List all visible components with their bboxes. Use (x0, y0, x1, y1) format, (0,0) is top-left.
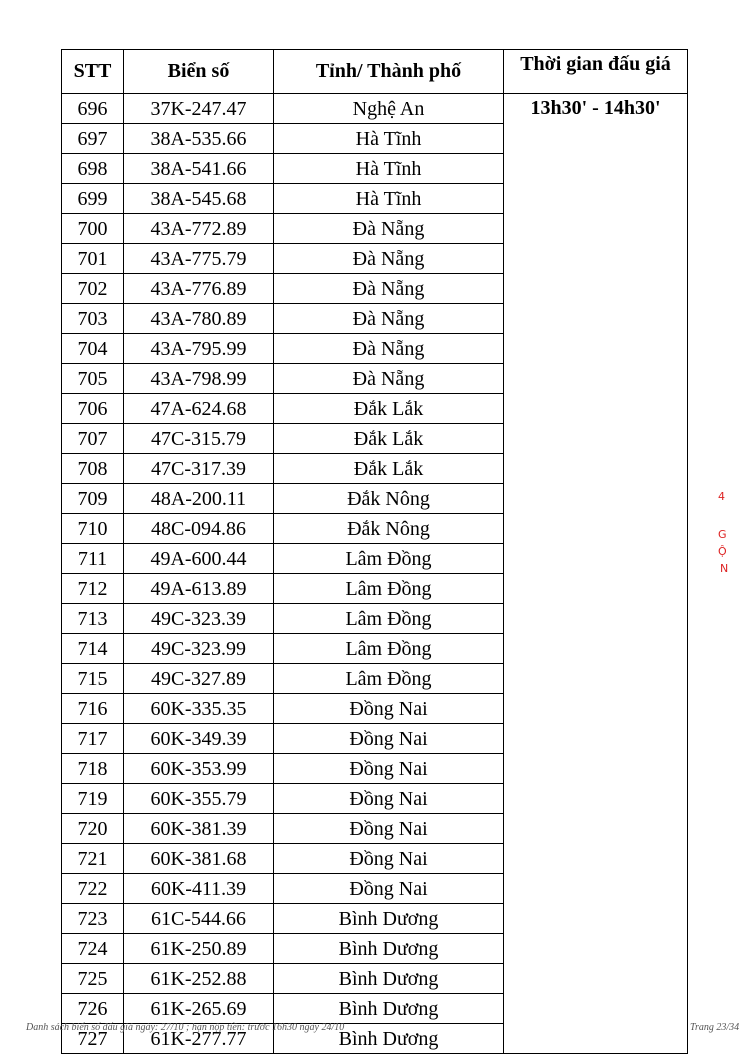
row-plate: 60K-353.99 (124, 754, 274, 784)
row-stt: 697 (62, 124, 124, 154)
row-province: Hà Tĩnh (274, 154, 504, 184)
row-plate: 61K-250.89 (124, 934, 274, 964)
row-province: Đắk Nông (274, 484, 504, 514)
license-plate-table (61, 49, 688, 1054)
row-province: Lâm Đồng (274, 544, 504, 574)
row-province: Đồng Nai (274, 844, 504, 874)
row-province: Đà Nẵng (274, 364, 504, 394)
row-stt: 702 (62, 274, 124, 304)
header-auction-time: Thời gian đấu giá (504, 50, 688, 94)
row-stt: 718 (62, 754, 124, 784)
row-plate: 60K-355.79 (124, 784, 274, 814)
row-stt: 726 (62, 994, 124, 1024)
row-province: Đồng Nai (274, 874, 504, 904)
row-stt: 727 (62, 1024, 124, 1054)
row-province: Bình Dương (274, 994, 504, 1024)
row-province: Đắk Lắk (274, 394, 504, 424)
table-row (62, 94, 688, 124)
row-stt: 719 (62, 784, 124, 814)
footer-note: Danh sách biển số đấu giá ngày: 27/10 ; hạn nộp tiền: trước 16h30 ngày 24/10 (26, 1022, 345, 1033)
row-plate: 43A-772.89 (124, 214, 274, 244)
row-stt: 714 (62, 634, 124, 664)
row-plate: 48C-094.86 (124, 514, 274, 544)
stamp-mark: N (720, 562, 729, 575)
row-plate: 43A-795.99 (124, 334, 274, 364)
stamp-mark: 4 (718, 490, 725, 503)
row-plate: 43A-780.89 (124, 304, 274, 334)
row-stt: 698 (62, 154, 124, 184)
row-province: Đà Nẵng (274, 334, 504, 364)
row-province: Đà Nẵng (274, 244, 504, 274)
row-plate: 47A-624.68 (124, 394, 274, 424)
row-plate: 61K-277.77 (124, 1024, 274, 1054)
row-province: Đồng Nai (274, 784, 504, 814)
row-province: Bình Dương (274, 964, 504, 994)
row-province: Đồng Nai (274, 694, 504, 724)
row-plate: 60K-349.39 (124, 724, 274, 754)
row-stt: 713 (62, 604, 124, 634)
row-stt: 710 (62, 514, 124, 544)
row-province: Đắk Nông (274, 514, 504, 544)
row-stt: 716 (62, 694, 124, 724)
row-plate: 37K-247.47 (124, 94, 274, 124)
row-province: Bình Dương (274, 1024, 504, 1054)
row-plate: 43A-775.79 (124, 244, 274, 274)
table-body (62, 94, 688, 1054)
row-plate: 38A-541.66 (124, 154, 274, 184)
row-plate: 47C-317.39 (124, 454, 274, 484)
row-province: Bình Dương (274, 904, 504, 934)
row-plate: 49C-323.99 (124, 634, 274, 664)
row-plate: 38A-545.68 (124, 184, 274, 214)
row-stt: 725 (62, 964, 124, 994)
row-stt: 717 (62, 724, 124, 754)
row-plate: 61K-252.88 (124, 964, 274, 994)
row-stt: 711 (62, 544, 124, 574)
row-province: Nghệ An (274, 94, 504, 124)
row-stt: 704 (62, 334, 124, 364)
row-plate: 43A-798.99 (124, 364, 274, 394)
row-stt: 706 (62, 394, 124, 424)
row-plate: 60K-381.68 (124, 844, 274, 874)
row-stt: 722 (62, 874, 124, 904)
row-province: Đà Nẵng (274, 304, 504, 334)
row-province: Đồng Nai (274, 754, 504, 784)
header-stt: STT (62, 50, 124, 94)
row-province: Lâm Đồng (274, 664, 504, 694)
row-stt: 707 (62, 424, 124, 454)
row-plate: 60K-411.39 (124, 874, 274, 904)
row-plate: 60K-335.35 (124, 694, 274, 724)
row-province: Đắk Lắk (274, 424, 504, 454)
page-number: Trang 23/34 (690, 1022, 739, 1033)
auction-time-value: 13h30' - 14h30' (530, 97, 661, 119)
header-plate: Biển số (124, 50, 274, 94)
auction-time-cell (504, 94, 688, 1054)
row-stt: 696 (62, 94, 124, 124)
row-stt: 709 (62, 484, 124, 514)
row-plate: 61K-265.69 (124, 994, 274, 1024)
row-province: Lâm Đồng (274, 604, 504, 634)
row-stt: 701 (62, 244, 124, 274)
row-province: Đồng Nai (274, 814, 504, 844)
row-plate: 49C-327.89 (124, 664, 274, 694)
stamp-mark: G (718, 528, 727, 541)
row-plate: 60K-381.39 (124, 814, 274, 844)
row-stt: 700 (62, 214, 124, 244)
row-plate: 43A-776.89 (124, 274, 274, 304)
row-province: Hà Tĩnh (274, 184, 504, 214)
row-province: Hà Tĩnh (274, 124, 504, 154)
row-province: Đắk Lắk (274, 454, 504, 484)
row-plate: 61C-544.66 (124, 904, 274, 934)
row-stt: 720 (62, 814, 124, 844)
row-stt: 723 (62, 904, 124, 934)
row-stt: 715 (62, 664, 124, 694)
row-plate: 48A-200.11 (124, 484, 274, 514)
row-stt: 699 (62, 184, 124, 214)
row-stt: 708 (62, 454, 124, 484)
row-stt: 724 (62, 934, 124, 964)
row-stt: 705 (62, 364, 124, 394)
row-plate: 47C-315.79 (124, 424, 274, 454)
row-stt: 721 (62, 844, 124, 874)
row-province: Bình Dương (274, 934, 504, 964)
header-province: Tỉnh/ Thành phố (274, 50, 504, 94)
row-province: Đồng Nai (274, 724, 504, 754)
stamp-mark: Ộ (718, 545, 727, 558)
row-plate: 49C-323.39 (124, 604, 274, 634)
row-province: Đà Nẵng (274, 274, 504, 304)
row-plate: 49A-613.89 (124, 574, 274, 604)
row-province: Đà Nẵng (274, 214, 504, 244)
row-stt: 712 (62, 574, 124, 604)
red-stamp-fragment (712, 490, 732, 630)
row-stt: 703 (62, 304, 124, 334)
row-province: Lâm Đồng (274, 634, 504, 664)
row-plate: 49A-600.44 (124, 544, 274, 574)
row-plate: 38A-535.66 (124, 124, 274, 154)
table-header-row (62, 50, 688, 94)
row-province: Lâm Đồng (274, 574, 504, 604)
